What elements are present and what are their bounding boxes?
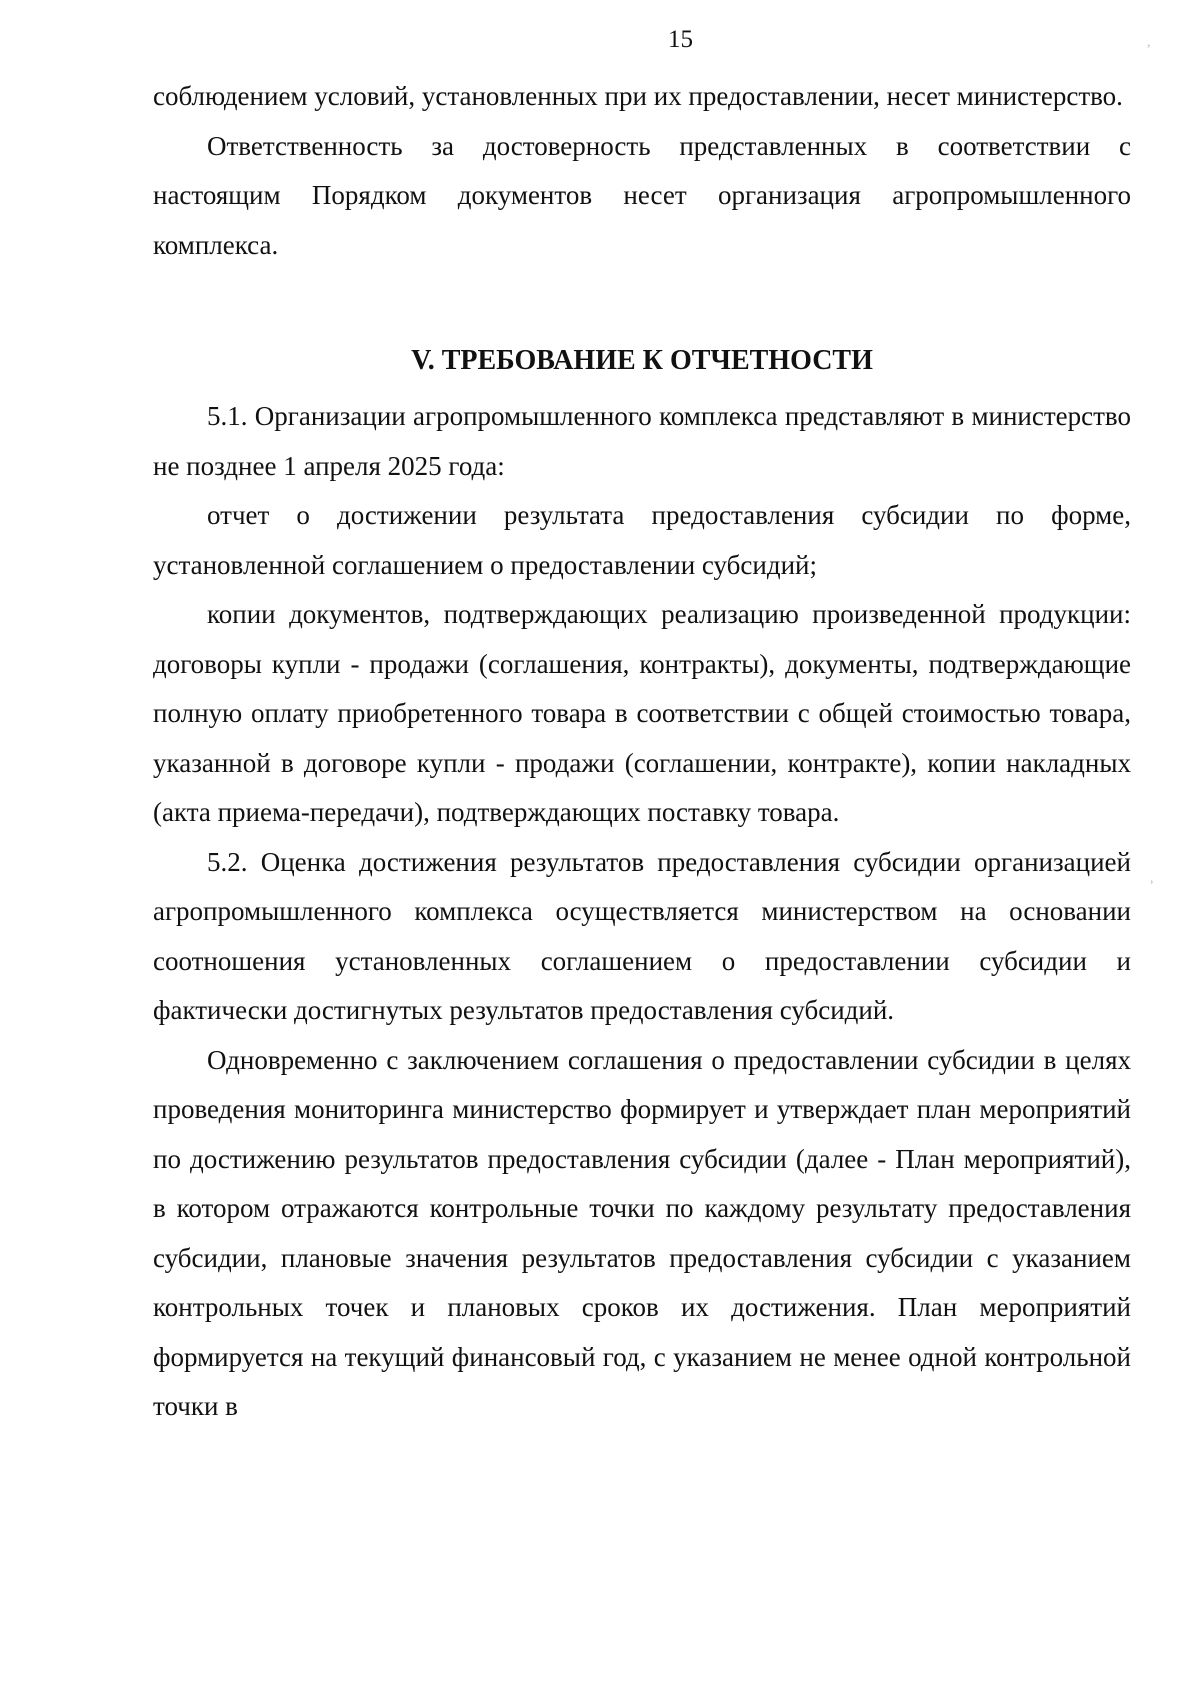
paragraph-report: отчет о достижении результата предоставления субсидии по форме, установленной соглашением о предоставлении субсидий; xyxy=(153,500,1131,580)
page-number: 15 xyxy=(668,26,693,53)
paragraph-5-2: 5.2. Оценка достижения результатов предоставления субсидии организацией агропромышленного комплекса осуществляется министерством на основании соотношения установленных соглашением о предоставлении субсидии и фактически достигнутых результатов предоставления субсидий. xyxy=(153,846,1131,1025)
paragraph-continuation: соблюдением условий, установленных при их предоставлении, несет министерство. xyxy=(153,81,1123,111)
scan-speck: , xyxy=(1147,35,1151,50)
paragraph-document-copies: копии документов, подтверждающих реализацию произведенной продукции: договоры купли - продажи (соглашения, контракты), документы, подтверждающие полную оплату приобретенного товара в соответствии с общей стоимостью товара, указанной в договоре купли - продажи (соглашении, контракте), копии накладных (акта приема-передачи), подтверждающих поставку товара. xyxy=(153,599,1131,827)
section-heading: V. ТРЕБОВАНИЕ К ОТЧЕТНОСТИ xyxy=(411,345,873,376)
document-body xyxy=(153,72,1131,1432)
paragraph-5-1: 5.1. Организации агропромышленного комплекса представляют в министерство не позднее 1 апреля 2025 года: xyxy=(153,401,1131,481)
scan-speck: , xyxy=(1150,871,1154,886)
paragraph-action-plan: Одновременно с заключением соглашения о предоставлении субсидии в целях проведения мониторинга министерство формирует и утверждает план мероприятий по достижению результатов предоставления субсидии (далее - План мероприятий), в котором отражаются контрольные точки по каждому результату предоставления субсидии, плановые значения результатов предоставления субсидии с указанием контрольных точек и плановых сроков их достижения. План мероприятий формируется на текущий финансовый год, с указанием не менее одной контрольной точки в xyxy=(153,1044,1131,1421)
paragraph-responsibility: Ответственность за достоверность представленных в соответствии с настоящим Порядком документов несет организация агропромышленного комплекса. xyxy=(153,130,1131,260)
